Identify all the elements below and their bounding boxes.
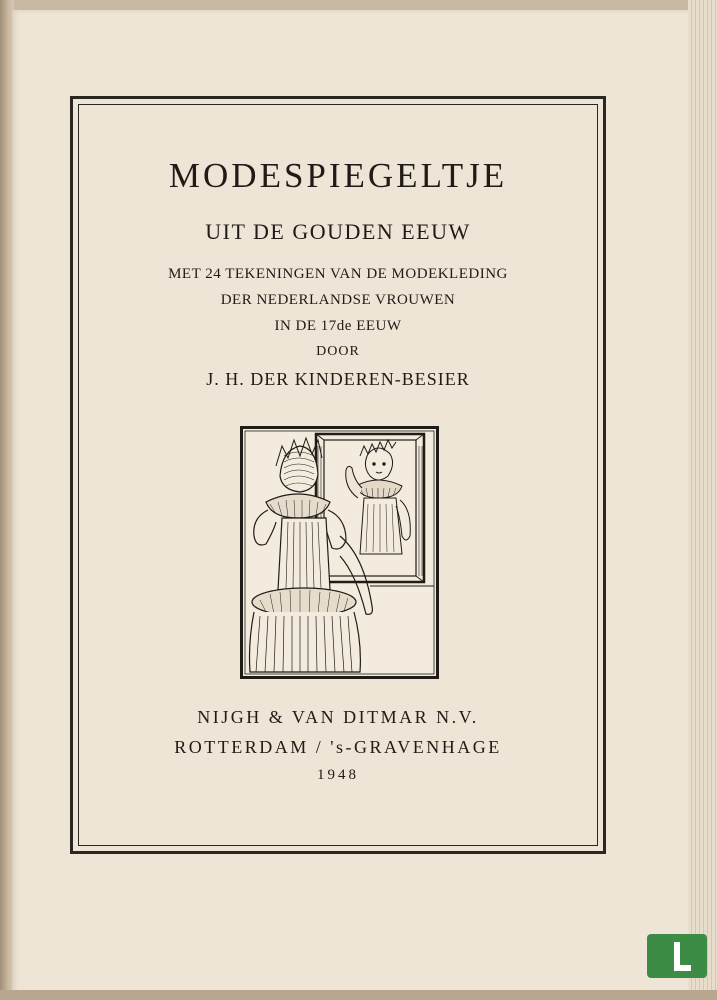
book-subtitle: UIT DE GOUDEN EEUW bbox=[205, 219, 471, 244]
publisher-city: ROTTERDAM / 's-GRAVENHAGE bbox=[174, 737, 502, 757]
by-label: DOOR bbox=[316, 344, 360, 359]
book-title: MODESPIEGELTJE bbox=[168, 156, 508, 195]
description-line-3: IN DE 17de EEUW bbox=[274, 318, 402, 334]
bottom-shadow bbox=[0, 990, 717, 1000]
publication-year: 1948 bbox=[317, 767, 359, 783]
description-line-1: MET 24 TEKENINGEN VAN DE MODEKLEDING bbox=[168, 266, 508, 282]
woodcut-illustration bbox=[240, 426, 439, 679]
publisher-name: NIJGH & VAN DITMAR N.V. bbox=[197, 707, 479, 727]
lastdodo-logo bbox=[647, 934, 707, 978]
page-stack-edge bbox=[688, 0, 717, 1000]
author-name: J. H. DER KINDEREN-BESIER bbox=[206, 369, 470, 389]
description-line-2: DER NEDERLANDSE VROUWEN bbox=[220, 292, 456, 308]
